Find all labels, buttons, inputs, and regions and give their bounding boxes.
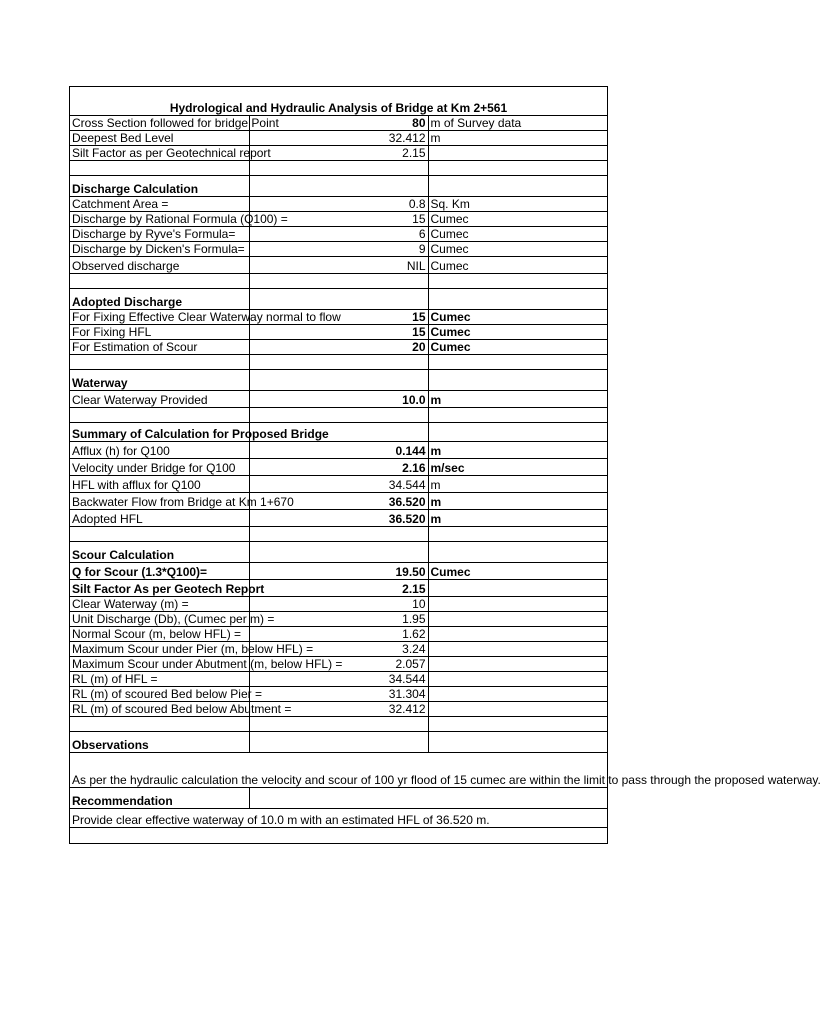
section-row [70,176,607,197]
row-unit: Cumec [428,340,607,355]
row-label: Silt Factor as per Geotechnical report [72,146,271,160]
row-label: For Fixing Effective Clear Waterway normal to flow [72,310,341,324]
blank-cell [428,732,607,753]
row-value: NIL [249,257,428,274]
row-value: 9 [249,242,428,257]
row-label: For Fixing HFL [70,325,249,340]
blank-cell [249,527,428,542]
data-row [70,442,607,459]
section-heading: Waterway [70,370,249,391]
blank-cell [428,289,607,310]
row-label: RL (m) of scoured Bed below Pier = [72,687,262,701]
observation-text: As per the hydraulic calculation the velocity and scour of 100 yr flood of 15 cumec are within the limit to pass through the proposed waterway. [70,753,607,788]
blank-row [70,717,607,732]
para-row [70,753,607,788]
row-unit [428,580,607,597]
section-row [70,732,607,753]
section-heading: Recommendation [70,788,249,809]
row-label: Unit Discharge (Db), (Cumec per m) = [72,612,275,626]
blank-cell [249,161,428,176]
blank-cell [428,176,607,197]
row-label: Velocity under Bridge for Q100 [70,459,249,476]
row-value: 20 [249,340,428,355]
data-row [70,642,607,657]
blank-cell [249,176,428,197]
row-unit: m [428,476,607,493]
blank-cell [249,370,428,391]
row-unit: Cumec [428,310,607,325]
row-label: HFL with afflux for Q100 [70,476,249,493]
row-unit [428,687,607,702]
row-label: Clear Waterway Provided [70,391,249,408]
blank-row [70,161,607,176]
row-label: Clear Waterway (m) = [70,597,249,612]
row-unit [428,612,607,627]
data-row [70,563,607,580]
row-value: 10 [249,597,428,612]
data-row [70,493,607,510]
row-value: 2.15 [249,146,428,161]
row-unit: Sq. Km [428,197,607,212]
data-row [70,310,607,325]
row-unit [428,657,607,672]
blank-cell [249,274,428,289]
blank-cell [70,355,249,370]
row-unit: Cumec [428,257,607,274]
row-value: 2.057 [249,657,428,672]
analysis-table [70,87,821,844]
row-value: 15 [249,310,428,325]
row-value: 1.62 [249,627,428,642]
blank-cell [428,355,607,370]
data-row [70,476,607,493]
data-row [70,325,607,340]
row-label: Observed discharge [70,257,249,274]
section-row [70,542,607,563]
row-unit [428,642,607,657]
note-row [70,809,607,828]
blank-cell [428,788,607,809]
blank-cell [428,161,607,176]
row-value: 15 [249,325,428,340]
blank-cell [70,161,249,176]
row-label: RL (m) of scoured Bed below Abutment = [72,702,292,716]
data-row [70,702,607,717]
row-label: Normal Scour (m, below HFL) = [70,627,249,642]
data-row [70,391,607,408]
data-row [70,131,607,146]
sub-heading: Summary of Calculation for Proposed Bridge [70,423,249,442]
row-value: 15 [249,212,428,227]
blank-cell [249,355,428,370]
analysis-table-body [70,87,821,844]
blank-cell [428,717,607,732]
blank-cell [70,408,249,423]
blank-cell [249,289,428,310]
blank-cell [428,527,607,542]
row-unit: m [428,442,607,459]
row-label: Adopted HFL [70,510,249,527]
blank-cell [249,408,428,423]
data-row [70,459,607,476]
row-label: Maximum Scour under Abutment (m, below HFL) = [72,657,343,671]
row-label: Discharge by Ryve's Formula= [70,227,249,242]
data-row [70,257,607,274]
row-value: 0.144 [249,442,428,459]
row-unit: m [428,510,607,527]
row-unit: Cumec [428,212,607,227]
blank-cell [249,542,428,563]
data-row [70,672,607,687]
blank-cell [428,274,607,289]
end-row [70,828,607,844]
row-unit: m [428,493,607,510]
data-row [70,116,607,131]
row-value: 31.304 [249,687,428,702]
blank-cell [428,542,607,563]
row-unit [428,627,607,642]
row-value: 3.24 [249,642,428,657]
data-row [70,597,607,612]
row-unit: m/sec [428,459,607,476]
row-unit: Cumec [428,325,607,340]
analysis-sheet [69,86,821,844]
data-row [70,687,607,702]
blank-cell [428,408,607,423]
data-row [70,242,607,257]
row-value: 80 [249,116,428,131]
row-value: 34.544 [249,476,428,493]
row-unit [428,702,607,717]
row-value: 32.412 [249,131,428,146]
data-row [70,227,607,242]
row-value: 1.95 [249,612,428,627]
blank-cell [70,717,249,732]
row-value: 2.15 [249,580,428,597]
data-row [70,657,607,672]
blank-row [70,408,607,423]
row-label: Discharge by Rational Formula (Q100) = [72,212,288,226]
row-value: 34.544 [249,672,428,687]
row-value: 36.520 [249,510,428,527]
section-row [70,289,607,310]
row-value: 32.412 [249,702,428,717]
data-row [70,340,607,355]
data-row [70,612,607,627]
row-value: 19.50 [249,563,428,580]
data-row [70,197,607,212]
row-label: Discharge by Dicken's Formula= [70,242,249,257]
section-heading: Scour Calculation [70,542,249,563]
blank-cell [70,527,249,542]
row-label: Silt Factor As per Geotech Report [70,580,249,597]
data-row [70,510,607,527]
blank-row [70,355,607,370]
row-label: Q for Scour (1.3*Q100)= [70,563,249,580]
row-value: 0.8 [249,197,428,212]
row-unit: Cumec [428,563,607,580]
blank-cell [428,423,607,442]
row-label: For Estimation of Scour [70,340,249,355]
blank-cell [249,732,428,753]
row-unit: Cumec [428,227,607,242]
section-row [70,370,607,391]
blank-row [70,274,607,289]
section-heading: Discharge Calculation [70,176,249,197]
blank-cell [249,717,428,732]
data-row [70,580,607,597]
row-unit: m [428,391,607,408]
row-label: Maximum Scour under Pier (m, below HFL) = [72,642,314,656]
data-row [70,627,607,642]
row-unit: Cumec [428,242,607,257]
blank-row [70,527,607,542]
title-row [70,87,607,116]
row-label: RL (m) of HFL = [70,672,249,687]
data-row [70,146,607,161]
subhead-row [70,423,607,442]
data-row [70,212,607,227]
section-row [70,788,607,809]
row-label: Backwater Flow from Bridge at Km 1+670 [70,493,249,510]
row-unit: m of Survey data [428,116,607,131]
row-label: Cross Section followed for bridge Point [72,116,279,130]
row-value: 6 [249,227,428,242]
page-title: Hydrological and Hydraulic Analysis of Bridge at Km 2+561 [70,87,607,116]
blank-cell [428,370,607,391]
row-unit [428,597,607,612]
row-unit: m [428,131,607,146]
section-heading: Observations [70,732,249,753]
row-value: 2.16 [249,459,428,476]
blank-cell [70,274,249,289]
row-unit [428,146,607,161]
row-value: 36.520 [249,493,428,510]
row-label: Deepest Bed Level [70,131,249,146]
section-heading: Adopted Discharge [70,289,249,310]
blank-cell [70,828,607,844]
row-value: 10.0 [249,391,428,408]
recommendation-text: Provide clear effective waterway of 10.0 m with an estimated HFL of 36.520 m. [70,809,607,828]
row-unit [428,672,607,687]
blank-cell [249,788,428,809]
row-label: Afflux (h) for Q100 [70,442,249,459]
row-label: Catchment Area = [70,197,249,212]
